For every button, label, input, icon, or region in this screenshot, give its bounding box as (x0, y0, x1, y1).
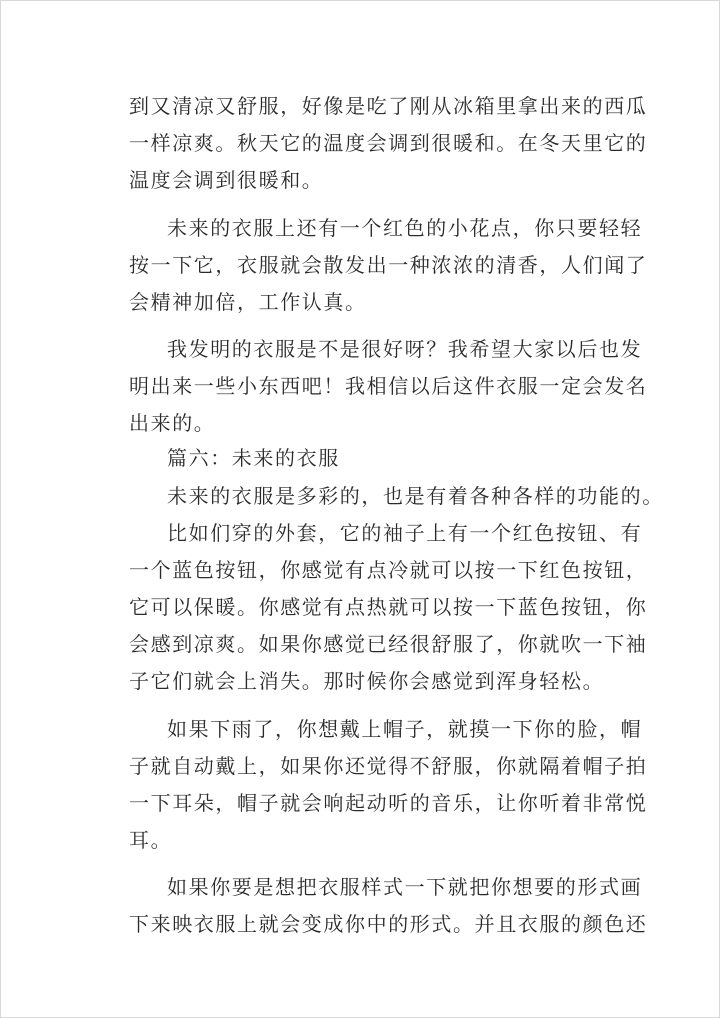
text-line: 比如们穿的外套，它的袖子上有一个红色按钮、有 (167, 521, 643, 545)
text-line: 一下耳朵，帽子就会响起动听的音乐，让你听着非常悦 (129, 791, 648, 815)
text-line: 一个蓝色按钮，你感觉有点冷就可以按一下红色按钮， (129, 558, 648, 582)
text-line: 它可以保暖。你感觉有点热就可以按一下蓝色按钮，你 (129, 595, 648, 619)
text-line: 子它们就会上消失。那时候你会感觉到浑身轻松。 (129, 669, 605, 693)
text-line: 按一下它，衣服就会散发出一种浓浓的清香，人们闻了 (129, 253, 648, 277)
text-line: 到又清凉又舒服，好像是吃了刚从冰箱里拿出来的西瓜 (129, 94, 648, 118)
text-line: 未来的衣服上还有一个红色的小花点，你只要轻轻 (167, 216, 643, 240)
text-line: 会精神加倍，工作认真。 (129, 290, 367, 314)
text-line: 如果下雨了，你想戴上帽子，就摸一下你的脸，帽 (167, 717, 643, 741)
text-line: 一样凉爽。秋天它的温度会调到很暖和。在冬天里它的 (129, 131, 648, 155)
text-line: 如果你要是想把衣服样式一下就把你想要的形式画 (167, 875, 643, 899)
text-line: 明出来一些小东西吧！我相信以后这件衣服一定会发名 (129, 374, 648, 398)
text-line: 下来映衣服上就会变成你中的形式。并且衣服的颜色还 (129, 912, 648, 936)
text-line: 未来的衣服是多彩的，也是有着各种各样的功能的。 (167, 484, 664, 508)
text-line: 出来的。 (129, 411, 216, 435)
text-line: 会感到凉爽。如果你感觉已经很舒服了，你就吹一下袖 (129, 632, 648, 656)
text-line: 我发明的衣服是不是很好呀？我希望大家以后也发 (167, 337, 643, 361)
text-line: 温度会调到很暖和。 (129, 168, 324, 192)
text-line: 子就自动戴上，如果你还觉得不舒服，你就隔着帽子拍 (129, 754, 648, 778)
text-line: 耳。 (129, 828, 173, 852)
section-heading: 篇六：未来的衣服 (167, 446, 340, 470)
